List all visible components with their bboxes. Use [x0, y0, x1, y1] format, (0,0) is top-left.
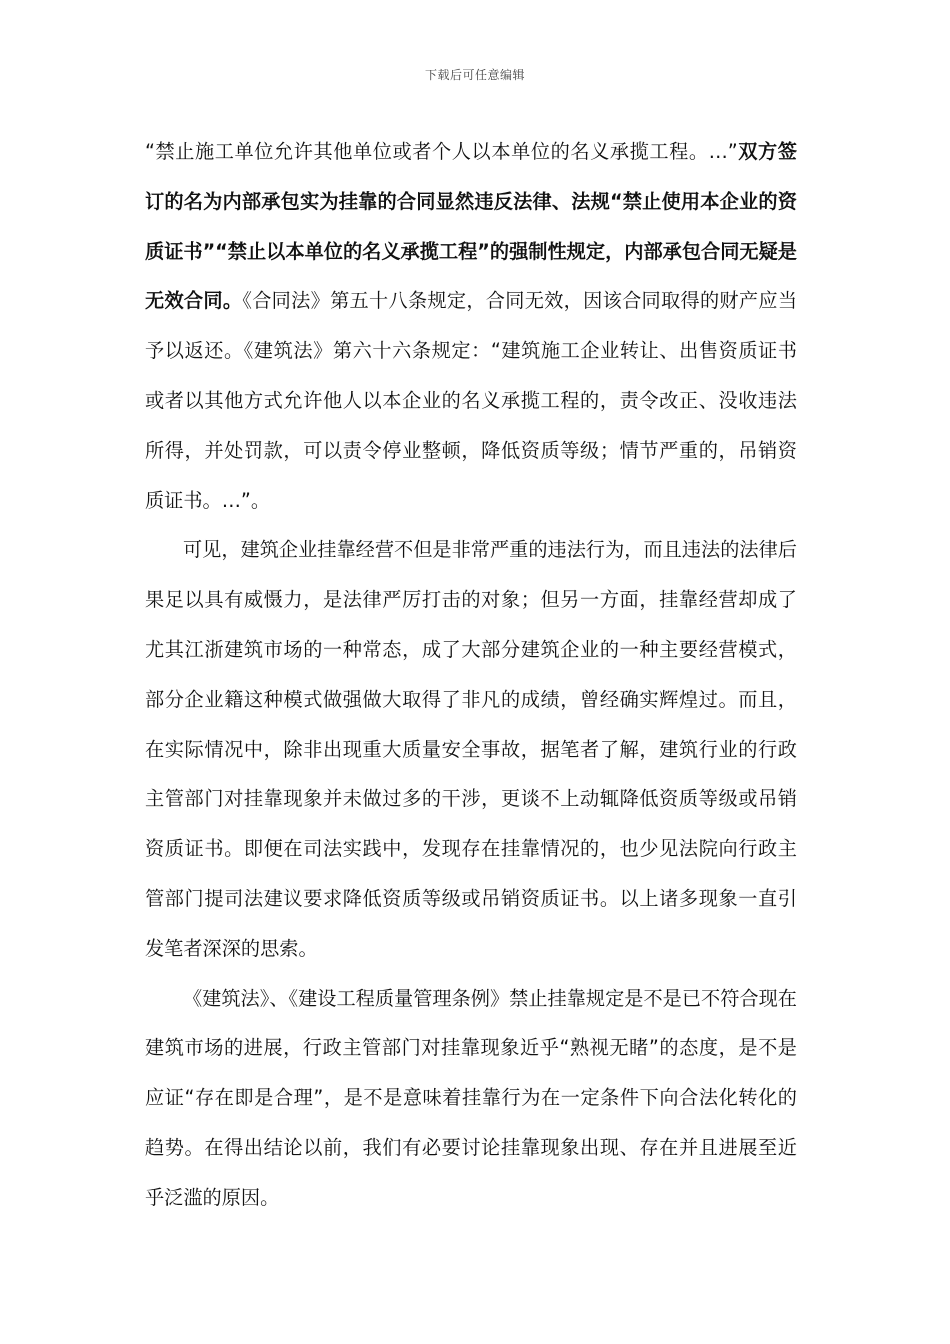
paragraph-3 [145, 974, 797, 1223]
document-body [145, 127, 797, 1223]
paragraph-1-segment-3: 《合同法》第五十八条规定，合同无效，因该合同取得的财产应当予以返还。《建筑法》第六十六条规定：“建筑施工企业转让、出售资质证书或者以其他方式允许他人以本企业的名义承揽工程的，责令改正、没收违法所得，并处罚款，可以责令停业整顿，降低资质等级；情节严重的，吊销资质证书。…”。 [145, 289, 798, 512]
paragraph-2-segment-1: 可见，建筑企业挂靠经营不但是非常严重的违法行为，而且违法的法律后果足以具有威慑力，是法律严厉打击的对象；但另一方面，挂靠经营却成了尤其江浙建筑市场的一种常态，成了大部分建筑企业的一种主要经营模式，部分企业籍这种模式做强做大取得了非凡的成绩，曾经确实辉煌过。而且，在实际情况中，除非出现重大质量安全事故，据笔者了解，建筑行业的行政主管部门对挂靠现象并未做过多的干涉，更谈不上动辄降低资质等级或吊销资质证书。即便在司法实践中，发现存在挂靠情况的，也少见法院向行政主管部门提司法建议要求降低资质等级或吊销资质证书。以上诸多现象一直引发笔者深深的思索。 [145, 538, 797, 960]
paragraph-1-segment-2: 双方签订的名为内部承包实为挂靠的合同显然违反法律、法规“禁止使用本企业的资质证书”“禁止以本单位的名义承揽工程”的强制性规定，内部承包合同无疑是无效合同。 [145, 140, 797, 313]
paragraph-1 [145, 127, 797, 525]
paragraph-2 [145, 525, 797, 973]
page-header: 下载后可任意编辑 [424, 68, 525, 82]
paragraph-1-segment-1: “禁止施工单位允许其他单位或者个人以本单位的名义承揽工程。…” [145, 140, 738, 163]
paragraph-3-segment-1: 《建筑法》、《建设工程质量管理条例》禁止挂靠规定是不是已不符合现在建筑市场的进展，行政主管部门对挂靠现象近乎“熟视无睹”的态度，是不是应证“存在即是合理”，是不是意味着挂靠行为在一定条件下向合法化转化的趋势。在得出结论以前，我们有必要讨论挂靠现象出现、存在并且进展至近乎泛滥的原因。 [145, 986, 797, 1209]
